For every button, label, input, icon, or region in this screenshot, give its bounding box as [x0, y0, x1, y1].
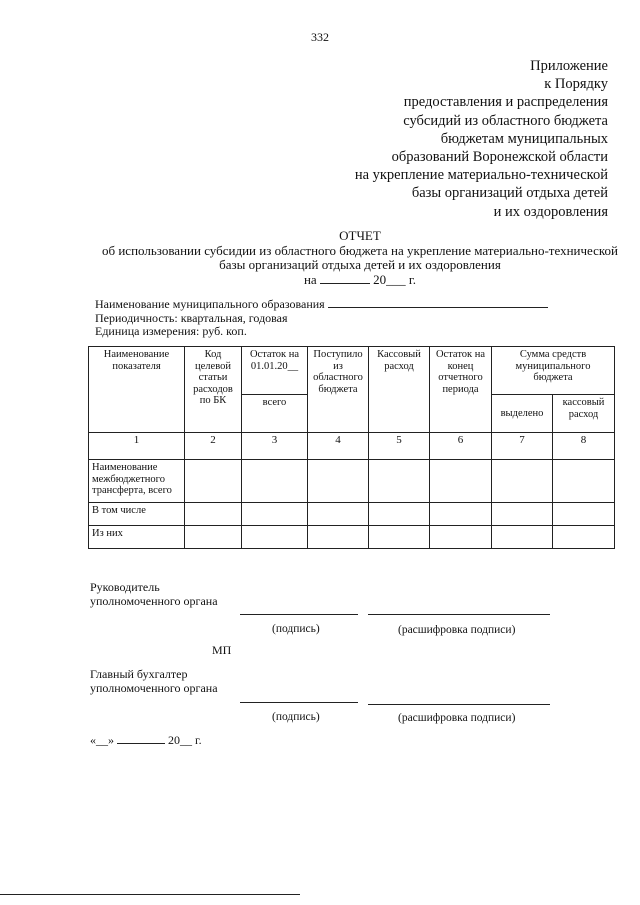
accountant-title: [90, 667, 218, 695]
signature-date-line: [90, 733, 202, 747]
table-cell[interactable]: [308, 460, 369, 503]
head-line2: уполномоченного органа: [90, 594, 218, 608]
appendix-line: и их оздоровления: [493, 203, 608, 220]
header-balance-start: Остаток на 01.01.20__: [242, 347, 308, 395]
column-number: 8: [553, 433, 615, 460]
report-date-year: 20___ г.: [373, 271, 417, 287]
table-cell[interactable]: [369, 460, 430, 503]
appendix-line: к Порядку: [544, 76, 608, 93]
table-cell[interactable]: [308, 526, 369, 549]
appendix-line: бюджетам муниципальных: [440, 130, 608, 147]
appendix-line: образований Воронежской области: [391, 149, 608, 166]
appendix-line: базы организаций отдыха детей: [411, 185, 608, 202]
header-cash-expense-municipal: кассовый расход: [553, 395, 615, 433]
table-row: [89, 526, 615, 549]
accountant-line1: Главный бухгалтер: [90, 667, 188, 681]
appendix-line: субсидий из областного бюджета: [403, 112, 608, 129]
report-subtitle-line1: об использовании субсидии из областного бюджета на укрепление материально-технической: [101, 242, 619, 258]
header-allocated: выделено: [492, 395, 553, 433]
table-row: [89, 503, 615, 526]
table-cell[interactable]: [430, 503, 492, 526]
municipality-line: [95, 297, 548, 312]
column-number: 5: [369, 433, 430, 460]
signature-date-month-field[interactable]: [117, 733, 165, 744]
report-title-block: [80, 229, 640, 287]
column-number: 3: [242, 433, 308, 460]
table-cell[interactable]: [553, 503, 615, 526]
appendix-line: на укрепление материально-технической: [354, 167, 608, 184]
table-cell[interactable]: [369, 503, 430, 526]
table-cell[interactable]: [185, 460, 242, 503]
accountant-signature-field[interactable]: [240, 702, 358, 703]
table-cell[interactable]: [308, 503, 369, 526]
table-column-numbers: [89, 433, 615, 460]
head-line1: Руководитель: [90, 580, 160, 594]
row-label: В том числе: [89, 503, 185, 526]
table-cell[interactable]: [430, 460, 492, 503]
table-cell[interactable]: [492, 460, 553, 503]
table-cell[interactable]: [553, 526, 615, 549]
header-received: Поступило из областного бюджета: [308, 347, 369, 433]
accountant-decoding-caption: (расшифровка подписи): [398, 712, 516, 724]
head-decoding-caption: (расшифровка подписи): [398, 624, 516, 636]
table-cell[interactable]: [185, 503, 242, 526]
report-table: [88, 346, 615, 549]
table-cell[interactable]: [242, 460, 308, 503]
municipality-label: Наименование муниципального образования: [95, 297, 325, 311]
row-label: Из них: [89, 526, 185, 549]
unit-of-measure: Единица измерения: руб. коп.: [95, 324, 247, 338]
header-indicator: Наименование показателя: [89, 347, 185, 433]
table-cell[interactable]: [553, 460, 615, 503]
head-title: [90, 580, 218, 608]
page-number: 332: [311, 30, 329, 44]
report-date-blank[interactable]: [320, 273, 370, 284]
table-cell[interactable]: [492, 503, 553, 526]
head-signature-caption: (подпись): [272, 623, 320, 635]
signature-date-day: «__»: [90, 733, 114, 747]
column-number: 2: [185, 433, 242, 460]
appendix-line: Приложение: [530, 58, 608, 74]
accountant-signature-caption: (подпись): [272, 711, 320, 723]
row-label: Наименование межбюджетного трансферта, всего: [89, 460, 185, 503]
accountant-line2: уполномоченного органа: [90, 681, 218, 695]
municipality-field[interactable]: [328, 297, 548, 308]
report-date-prefix: на: [303, 271, 317, 287]
signature-date-year: 20__ г.: [168, 733, 202, 747]
header-balance-start-total: всего: [242, 395, 308, 433]
column-number: 7: [492, 433, 553, 460]
report-subtitle-line2: базы организаций отдыха детей и их оздоровления: [219, 257, 501, 272]
head-signature-field[interactable]: [240, 614, 358, 615]
report-date-line: [80, 273, 640, 288]
header-cash-expense: Кассовый расход: [369, 347, 430, 433]
column-number: 6: [430, 433, 492, 460]
appendix-line: предоставления и распределения: [403, 94, 608, 111]
table-cell[interactable]: [242, 503, 308, 526]
appendix-header: [278, 57, 608, 221]
footer-rule: [0, 894, 300, 895]
table-cell[interactable]: [185, 526, 242, 549]
stamp-place: МП: [212, 643, 232, 657]
periodicity: Периодичность: квартальная, годовая: [95, 310, 288, 325]
table-cell[interactable]: [492, 526, 553, 549]
table-cell[interactable]: [430, 526, 492, 549]
header-municipal-funds: Сумма средств муниципального бюджета: [492, 347, 615, 395]
header-balance-end: Остаток на конец отчетного периода: [430, 347, 492, 433]
table-row: [89, 460, 615, 503]
column-number: 1: [89, 433, 185, 460]
column-number: 4: [308, 433, 369, 460]
accountant-decoding-field[interactable]: [368, 704, 550, 705]
table-header-row: [89, 347, 615, 395]
header-code: Код целевой статьи расходов по БК: [185, 347, 242, 433]
head-decoding-field[interactable]: [368, 614, 550, 615]
report-title: ОТЧЕТ: [339, 228, 381, 243]
table-cell[interactable]: [242, 526, 308, 549]
table-cell[interactable]: [369, 526, 430, 549]
report-meta: [95, 297, 548, 339]
